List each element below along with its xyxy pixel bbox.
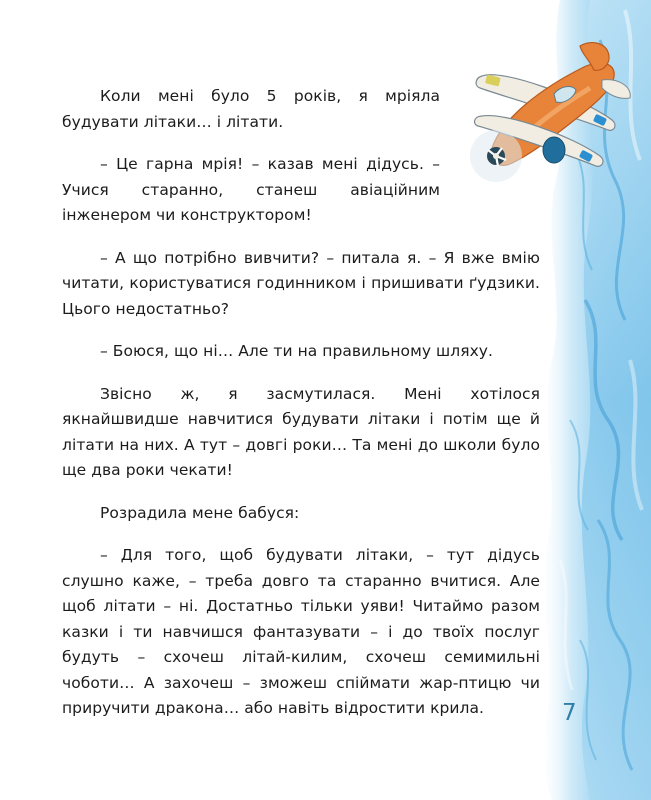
paragraph-2: – Це гарна мрія! – казав мені дідусь. – Учися старанно, станеш авіаційним інженером чи конструктором! — [62, 155, 440, 224]
paragraph-1: Коли мені було 5 років, я мріяла будувати літаки… і літати. — [62, 87, 440, 131]
paragraph-7: – Для того, щоб будувати літаки, – тут дідусь слушно каже, – треба довго та старанно вчитися. Але щоб літати – ні. Достатньо тільки уяви! Читаймо разом казки і ти навчишся фантазувати – і до твоїх послуг будуть – схочеш літай-килим, схочеш семимильні чоботи… А захочеш – зможеш спіймати жар-птицю чи приручити дракона… або навіть відростити крила. — [62, 546, 540, 717]
paragraph-4: – Боюся, що ні… Але ти на правильному шляху. — [100, 342, 493, 360]
paragraph-5: Звісно ж, я засмутилася. Мені хотілося якнайшвидше навчитися будувати літаки і потім ще й літати на них. А тут – довгі роки… Та мені до школи було ще два роки чекати! — [62, 384, 540, 479]
story-text — [62, 84, 540, 739]
paragraph-3: – А що потрібно вивчити? – питала я. – Я вже вмію читати, користуватися годинником і пришивати ґудзики. Цього недостатньо? — [62, 248, 540, 318]
page-number: 7 — [562, 700, 577, 726]
paragraph-6: Розрадила мене бабуся: — [100, 503, 300, 522]
